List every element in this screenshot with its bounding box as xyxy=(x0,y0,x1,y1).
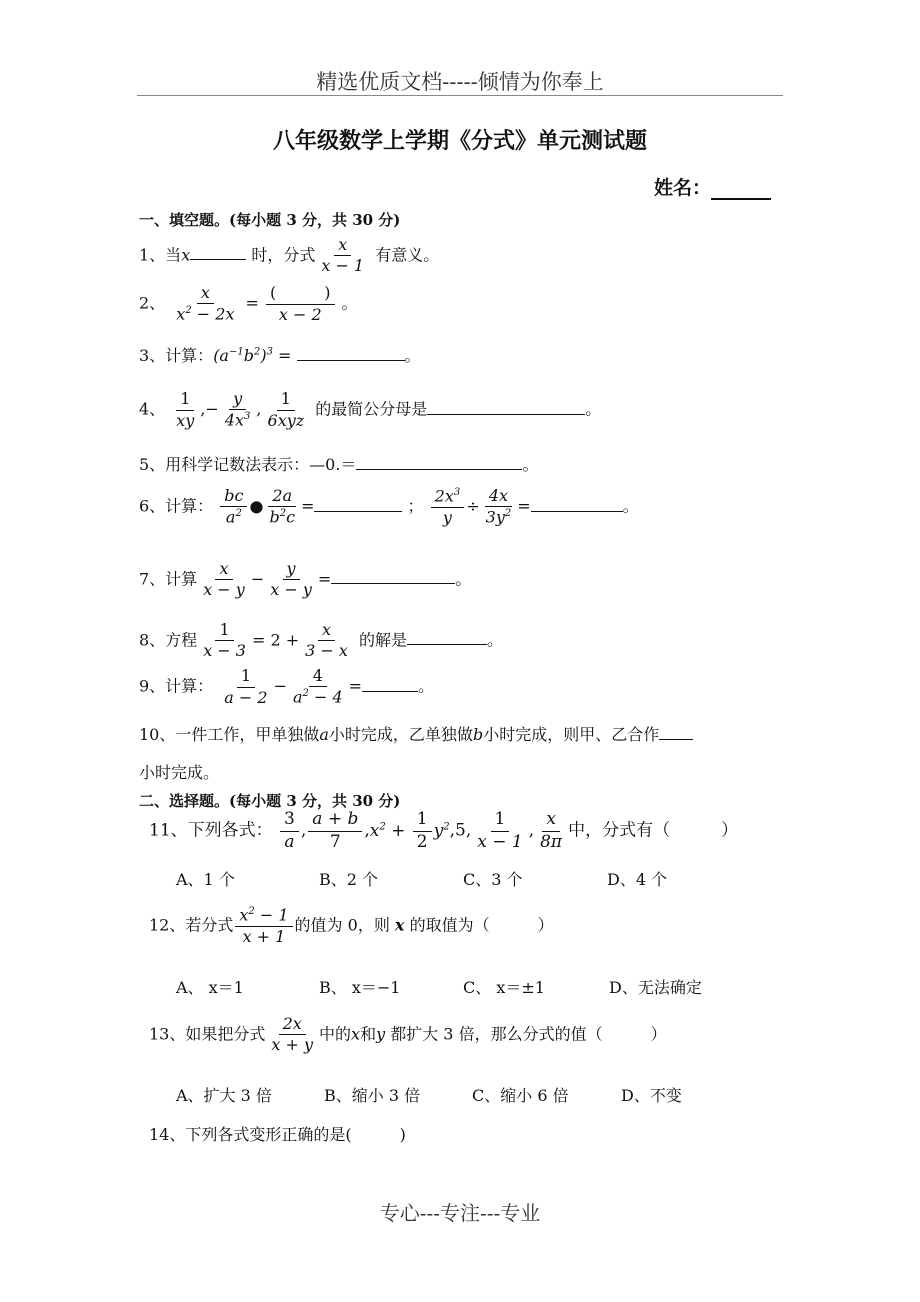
q3-blank[interactable] xyxy=(297,346,405,361)
q4-label: 4、 xyxy=(139,399,166,419)
question-14: 14、下列各式变形正确的是( ) xyxy=(149,1125,406,1144)
q6-separator: ； xyxy=(407,496,424,516)
page-footer: 专心---专注---专业 xyxy=(379,1201,541,1225)
q1-blank[interactable] xyxy=(190,245,246,260)
q2-fraction-right[interactable]: $\frac{( )}{x - 2}$ xyxy=(266,284,335,324)
question-1 xyxy=(139,236,439,276)
q11-expr-5: $\frac{1}{x - 1}$ xyxy=(477,809,523,852)
q4-tail: 。 xyxy=(585,399,602,419)
q2-end: 。 xyxy=(341,293,358,313)
q6-blank-2[interactable] xyxy=(531,497,623,512)
q8-fraction-2: $\frac{x}{3 - x}$ xyxy=(305,620,348,661)
section-heading-fill-in: 一、填空题。(每小题 3 分，共 30 分) xyxy=(139,211,401,229)
question-2: 2、 $\frac{x}{x^2 - 2x}$ = $\frac{( )}{x - 2}$ 。 xyxy=(139,283,358,324)
q1-fraction: $\frac{x}{x - 1}$ xyxy=(321,235,365,276)
q12-option-a[interactable]: A、 x＝1 xyxy=(176,978,244,997)
q11-option-b[interactable]: B、2 个 xyxy=(319,870,379,889)
section-heading-multiple-choice: 二、选择题。(每小题 3 分，共 30 分) xyxy=(139,792,401,810)
q12-fraction: $\frac{x^2 - 1}{x + 1}$ xyxy=(235,906,292,946)
q3-expression: $(a^{-1}b^2)^3$ xyxy=(213,346,273,365)
q8-blank[interactable] xyxy=(407,630,487,645)
q10-var-b: b xyxy=(472,725,484,744)
q7-end: 。 xyxy=(455,569,472,589)
q10-mid2: 小时完成，则甲、乙合作 xyxy=(483,725,660,744)
q13-fraction: $\frac{2x}{x + y}$ xyxy=(271,1014,314,1055)
q4-fraction-1: $\frac{1}{xy}$ xyxy=(176,389,195,430)
q11-expr-3: $x^2$ + xyxy=(369,820,411,841)
name-field xyxy=(654,173,771,200)
question-6: 6、计算： $\frac{bc}{a^2}$ ● $\frac{2a}{b^2c}$ = ； $\frac{2x^3}{y}$ ÷ $\frac{4x}{3y^2}$ = 。 xyxy=(139,486,639,527)
question-10 xyxy=(139,722,693,745)
name-label: 姓名： xyxy=(654,177,712,199)
q10-blank[interactable] xyxy=(659,725,693,740)
q9-end: 。 xyxy=(418,676,435,696)
q13-mid: 中的 xyxy=(319,1024,352,1044)
q4-fraction-3: $\frac{1}{\text{6xyz}}$ xyxy=(267,389,305,430)
q11-expr-3-half: $\frac{1}{2}$ xyxy=(413,810,432,852)
q7-blank[interactable] xyxy=(331,569,455,584)
q4-end: 的最简公分母是 xyxy=(315,399,428,419)
q6-label: 6、计算： xyxy=(139,496,214,516)
q11-option-a[interactable]: A、1 个 xyxy=(176,870,235,889)
question-4: 4、 $\frac{1}{xy}$ ,− $\frac{y}{4x^3}$ , $\frac{1}{\text{6xyz}}$ 的最简公分母是 。 xyxy=(139,389,602,430)
q12-option-b[interactable]: B、 x＝−1 xyxy=(319,978,401,997)
q8-end: 。 xyxy=(487,630,504,650)
q13-option-a[interactable]: A、扩大 3 倍 xyxy=(176,1086,272,1105)
q5-end: 。 xyxy=(522,455,539,474)
q13-label: 13、如果把分式 xyxy=(149,1024,266,1044)
question-13 xyxy=(149,1015,667,1055)
q1-mid: 时，分式 xyxy=(251,245,316,265)
q11-option-d[interactable]: D、4 个 xyxy=(607,870,668,889)
question-11: 11、下列各式： $\frac{3}{a}$ , $\frac{a + b}{7}$ $,x^2$ + $\frac{1}{2}$ $y^2,5$, $\frac{1}{x - 1}$ , $\frac{x}{8\pi}$ 中，分式有（ ） xyxy=(149,809,739,852)
q8-mid: 的解是 xyxy=(359,630,408,650)
q6-fraction-2: $\frac{2a}{b^2c}$ xyxy=(269,486,296,527)
q7-fraction-2: $\frac{y}{x - y}$ xyxy=(270,559,312,600)
q7-fraction-1: $\frac{x}{x - y}$ xyxy=(203,559,245,600)
question-5 xyxy=(139,452,538,475)
q13-end: 都扩大 3 倍，那么分式的值（ ） xyxy=(390,1024,667,1044)
q11-end: 中，分式有（ ） xyxy=(568,820,739,841)
q11-expr-2: $\frac{a + b}{7}$ xyxy=(308,810,362,852)
q6-fraction-4: $\frac{4x}{3y^2}$ xyxy=(485,486,512,527)
q10-mid1: 小时完成，乙单独做 xyxy=(328,725,473,744)
q12-mid: 的值为 0，则 xyxy=(294,915,390,935)
q13-option-d[interactable]: D、不变 xyxy=(621,1086,682,1105)
q4-fraction-2: $\frac{y}{4x^3}$ xyxy=(224,389,251,430)
q1-var: x xyxy=(181,245,191,265)
q12-var: x xyxy=(394,915,405,935)
q9-blank[interactable] xyxy=(362,677,418,692)
q12-option-d[interactable]: D、无法确定 xyxy=(609,978,702,997)
header-divider xyxy=(137,95,783,96)
q1-label: 1、当 xyxy=(139,245,182,265)
q13-and: 和 xyxy=(360,1024,377,1044)
q10-var-a: a xyxy=(319,725,329,744)
question-9: 9、计算： $\frac{1}{a - 2}$ − $\frac{4}{a^2 - 4}$ = 。 xyxy=(139,666,435,707)
q12-end: 的取值为（ ） xyxy=(409,915,554,935)
q8-label: 8、方程 xyxy=(139,630,198,650)
q5-blank[interactable] xyxy=(356,455,522,470)
q10-line2: 小时完成。 xyxy=(139,763,220,782)
q4-blank[interactable] xyxy=(427,400,585,415)
q11-option-c[interactable]: C、3 个 xyxy=(463,870,523,889)
q3-end: 。 xyxy=(404,346,421,365)
page-header: 精选优质文档-----倾情为你奉上 xyxy=(316,70,604,94)
q3-label: 3、计算： xyxy=(139,346,214,365)
name-blank[interactable] xyxy=(711,178,771,200)
q6-fraction-3: $\frac{2x^3}{y}$ xyxy=(431,487,465,527)
q13-var-x: x xyxy=(351,1024,361,1044)
q11-label: 11、下列各式： xyxy=(149,820,273,841)
q2-label: 2、 xyxy=(139,293,166,313)
q13-option-b[interactable]: B、缩小 3 倍 xyxy=(324,1086,421,1105)
q5-label: 5、用科学记数法表示：—0.＝ xyxy=(139,455,357,474)
q7-label: 7、计算 xyxy=(139,569,198,589)
q9-label: 9、计算： xyxy=(139,676,214,696)
q12-option-c[interactable]: C、 x＝±1 xyxy=(463,978,545,997)
q2-fraction-left: $\frac{x}{x^2 - 2x}$ xyxy=(176,283,235,324)
q13-option-c[interactable]: C、缩小 6 倍 xyxy=(472,1086,569,1105)
q13-var-y: y xyxy=(376,1024,386,1044)
q6-blank-1[interactable] xyxy=(314,497,402,512)
q8-fraction-1: $\frac{1}{x - 3}$ xyxy=(203,620,246,661)
q1-end: 有意义。 xyxy=(375,245,440,265)
q11-expr-6: $\frac{x}{8\pi}$ xyxy=(540,809,563,852)
page-title: 八年级数学上学期《分式》单元测试题 xyxy=(272,128,647,154)
question-8: 8、方程 $\frac{1}{x - 3}$ = 2 + $\frac{x}{3 - x}$ 的解是 。 xyxy=(139,620,504,661)
q12-label: 12、若分式 xyxy=(149,915,234,935)
q10-line1: 10、一件工作，甲单独做 xyxy=(139,725,320,744)
question-12 xyxy=(149,906,554,946)
q6-fraction-1: $\frac{bc}{a^2}$ xyxy=(220,487,247,527)
q6-end: 。 xyxy=(622,496,639,516)
question-7: 7、计算 $\frac{x}{x - y}$ − $\frac{y}{x - y}$ = 。 xyxy=(139,559,472,600)
q9-fraction-1: $\frac{1}{a - 2}$ xyxy=(224,666,268,707)
question-3: 3、计算：$(a^{-1}b^2)^3$ = 。 xyxy=(139,346,421,365)
q11-expr-1: $\frac{3}{a}$ xyxy=(280,810,299,852)
q9-fraction-2: $\frac{4}{a^2 - 4}$ xyxy=(292,666,343,707)
